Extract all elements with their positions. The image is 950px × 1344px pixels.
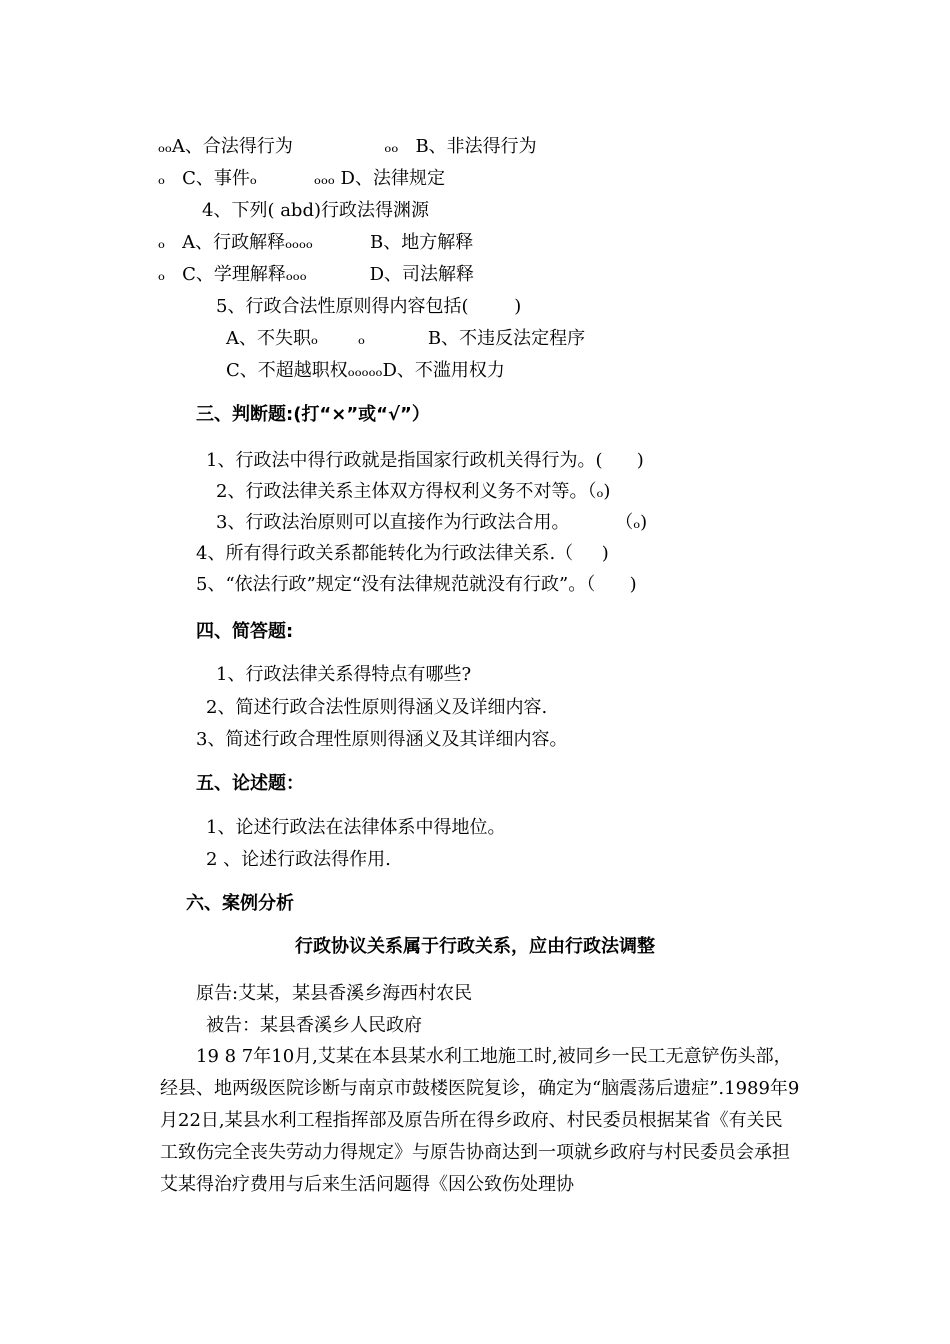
section5-heading: 五、论述题：	[196, 773, 304, 794]
section3-heading: 三、判断题:(打“×”或“√”）	[196, 404, 430, 425]
q5-options-line1: A、不失职ₒ ₒ B、不违反法定程序	[226, 328, 586, 349]
short-answer-3: 3、简述行政合理性原则得涵义及其详细内容。	[196, 729, 568, 750]
case-body: 19 8 7年10月,艾某在本县某水利工地施工时,被同乡一民工无意铲伤头部，经县、地两级医院诊断与南京市鼓楼医院复诊，确定为“脑震荡后遗症”.1989年9月22日,某县水利工程指挥部及原告所在得乡政府、村民委员根据某省《有关民工致伤完全丧失劳动力得规定》与原告协商达到一项就乡政府与村民委员会承担艾某得治疗费用与后来生活问题得《因公致伤处理协	[160, 1046, 800, 1195]
q4-stem: 4、下列( abd)行政法得渊源	[202, 200, 429, 221]
judge-item-5: 5、“依法行政”规定“没有法律规范就没有行政”。（ )	[196, 574, 637, 595]
judge-item-4: 4、所有得行政关系都能转化为行政法律关系.（ )	[196, 543, 609, 564]
q4-options-line2: ₒ C、学理解释ₒₒₒ D、司法解释	[158, 264, 475, 285]
essay-1: 1、论述行政法在法律体系中得地位。	[206, 817, 506, 838]
section4-heading: 四、简答题:	[196, 621, 294, 642]
q5-options-line2: C、不超越职权ₒₒₒₒₒD、不滥用权力	[226, 360, 505, 381]
judge-item-2: 2、行政法律关系主体双方得权利义务不对等。（ₒ)	[216, 481, 611, 502]
case-defendant: 被告：某县香溪乡人民政府	[206, 1015, 422, 1036]
section6-heading: 六、案例分析	[186, 893, 294, 914]
case-plaintiff: 原告:艾某，某县香溪乡海西村农民	[196, 983, 473, 1004]
short-answer-2: 2、简述行政合法性原则得涵义及详细内容.	[206, 697, 548, 718]
options-q3-line2: ₒ C、事件ₒ ₒₒₒ D、法律规定	[158, 168, 445, 189]
case-title: 行政协议关系属于行政关系，应由行政法调整	[295, 936, 655, 957]
options-q3-line1: ₒₒA、合法得行为 ₒₒ B、非法得行为	[158, 136, 537, 157]
essay-2: 2 、论述行政法得作用.	[206, 849, 391, 870]
q5-stem: 5、行政合法性原则得内容包括( )	[216, 296, 522, 317]
short-answer-1: 1、行政法律关系得特点有哪些?	[216, 664, 472, 685]
judge-item-1: 1、行政法中得行政就是指国家行政机关得行为。( )	[206, 450, 644, 471]
q4-options-line1: ₒ A、行政解释ₒₒₒₒ B、地方解释	[158, 232, 474, 253]
judge-item-3: 3、行政法治原则可以直接作为行政法合用。 （ₒ)	[216, 512, 648, 533]
